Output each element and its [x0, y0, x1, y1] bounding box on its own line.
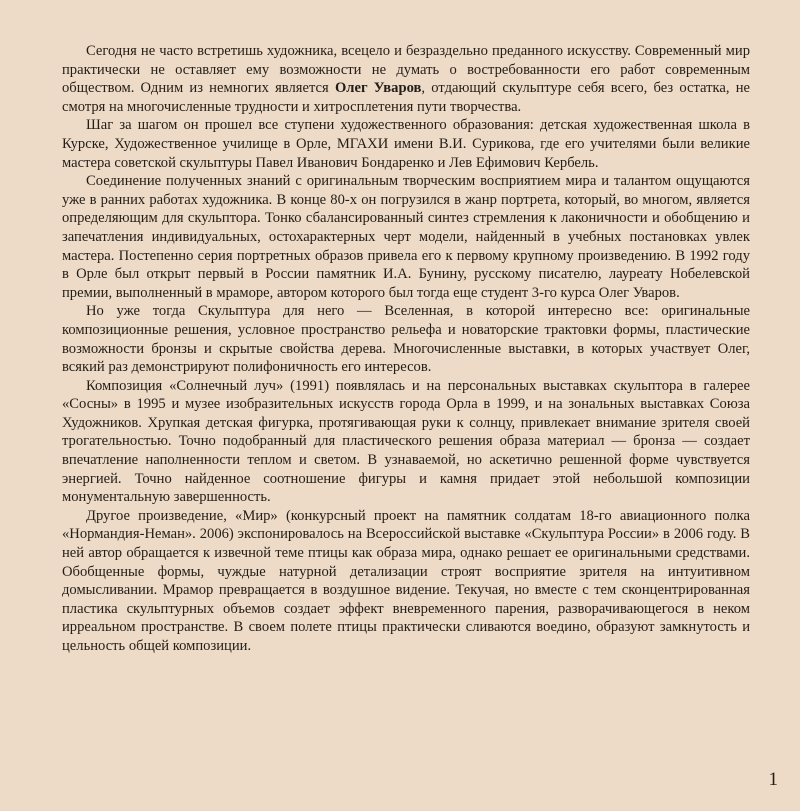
- paragraph-5: Композиция «Солнечный луч» (1991) появлялась и на персональных выставках скульптора в галерее «Сосны» в 1995 и музее изобразительных искусств города Орла в 1999, и на зональных выставках Союза Художников. Хрупкая детская фигурка, протягивающая руки к солнцу, привлекает внимание зрителя своей трогательностью. Точно подобранный для пластического решения образа материал — бронза — создает впечатление наполненности теплом и светом. В узнаваемой, но аскетично решенной форме чувствуется энергией. Точно найденное соотношение фигуры и камня придает этой небольшой композиции монументальную завершенность.: [62, 377, 750, 506]
- paragraph-4: Но уже тогда Скульптура для него — Вселенная, в которой интересно все: оригинальные композиционные решения, условное пространство рельефа и новаторские трактовки формы, пластические возможности бронзы и скрытые свойства дерева. Многочисленные выставки, в которых участвует Олег, всякий раз демонстрируют полифоничность его интересов.: [62, 303, 750, 376]
- artist-name: Олег Уваров: [334, 80, 422, 97]
- paragraph-3: Соединение полученных знаний с оригинальным творческим восприятием мира и талантом ощущаются уже в ранних работах художника. В конце 80-х он погрузился в жанр портрета, который, во многом, является определяющим для скульптора. Тонко сбалансированный синтез стремления к лаконичности и обобщению и запечатления индивидуальных, остохарактерных черт модели, найденный в учебных постановках увлек мастера. Постепенно серия портретных образов привела его к первому крупному произведению. В 1992 году в Орле был открыт первый в России памятник И.А. Бунину, русскому писателю, лауреату Нобелевской премии, выполненный в мраморе, автором которого был тогда еще студент 3-го курса Олег Уваров.: [62, 173, 750, 301]
- article-text: [62, 42, 750, 656]
- paragraph-2: Шаг за шагом он прошел все ступени художественного образования: детская художественная школа в Курске, Художественное училище в Орле, МГАХИ имени В.И. Сурикова, где его учителями были великие мастера советской скульптуры Павел Иванович Бондаренко и Лев Ефимович Кербель.: [62, 117, 750, 171]
- paragraph-1: Сегодня не часто встретишь художника, всецело и безраздельно преданного искусству. Современный мир практически не оставляет ему возможности не думать о востребованности его работ современным обществом. Одним из немногих является Олег Уваров, отдающий скульптуре себя всего, без остатка, не смотря на многочисленные трудности и хитросплетения пути творчества.: [62, 43, 750, 115]
- page-number: 1: [768, 769, 778, 790]
- paragraph-6: Другое произведение, «Мир» (конкурсный проект на памятник солдатам 18-го авиационного полка «Нормандия-Неман». 2006) экспонировалось на Всероссийской выставке «Скульптура России» в 2006 году. В ней автор обращается к извечной теме птицы как образа мира, однако решает ее оригинальными средствами. Обобщенные формы, чуждые натурной детализации строят восприятие зрителя на интуитивном домысливании. Мрамор превращается в воздушное видение. Текучая, но вместе с тем сконцентрированная пластика скульптурных объемов создает эффект вневременного парения, разворачивающегося в неком ирреальном пространстве. В своем полете птицы практически сливаются воедино, образуют замкнутость и цельность общей композиции.: [62, 507, 750, 654]
